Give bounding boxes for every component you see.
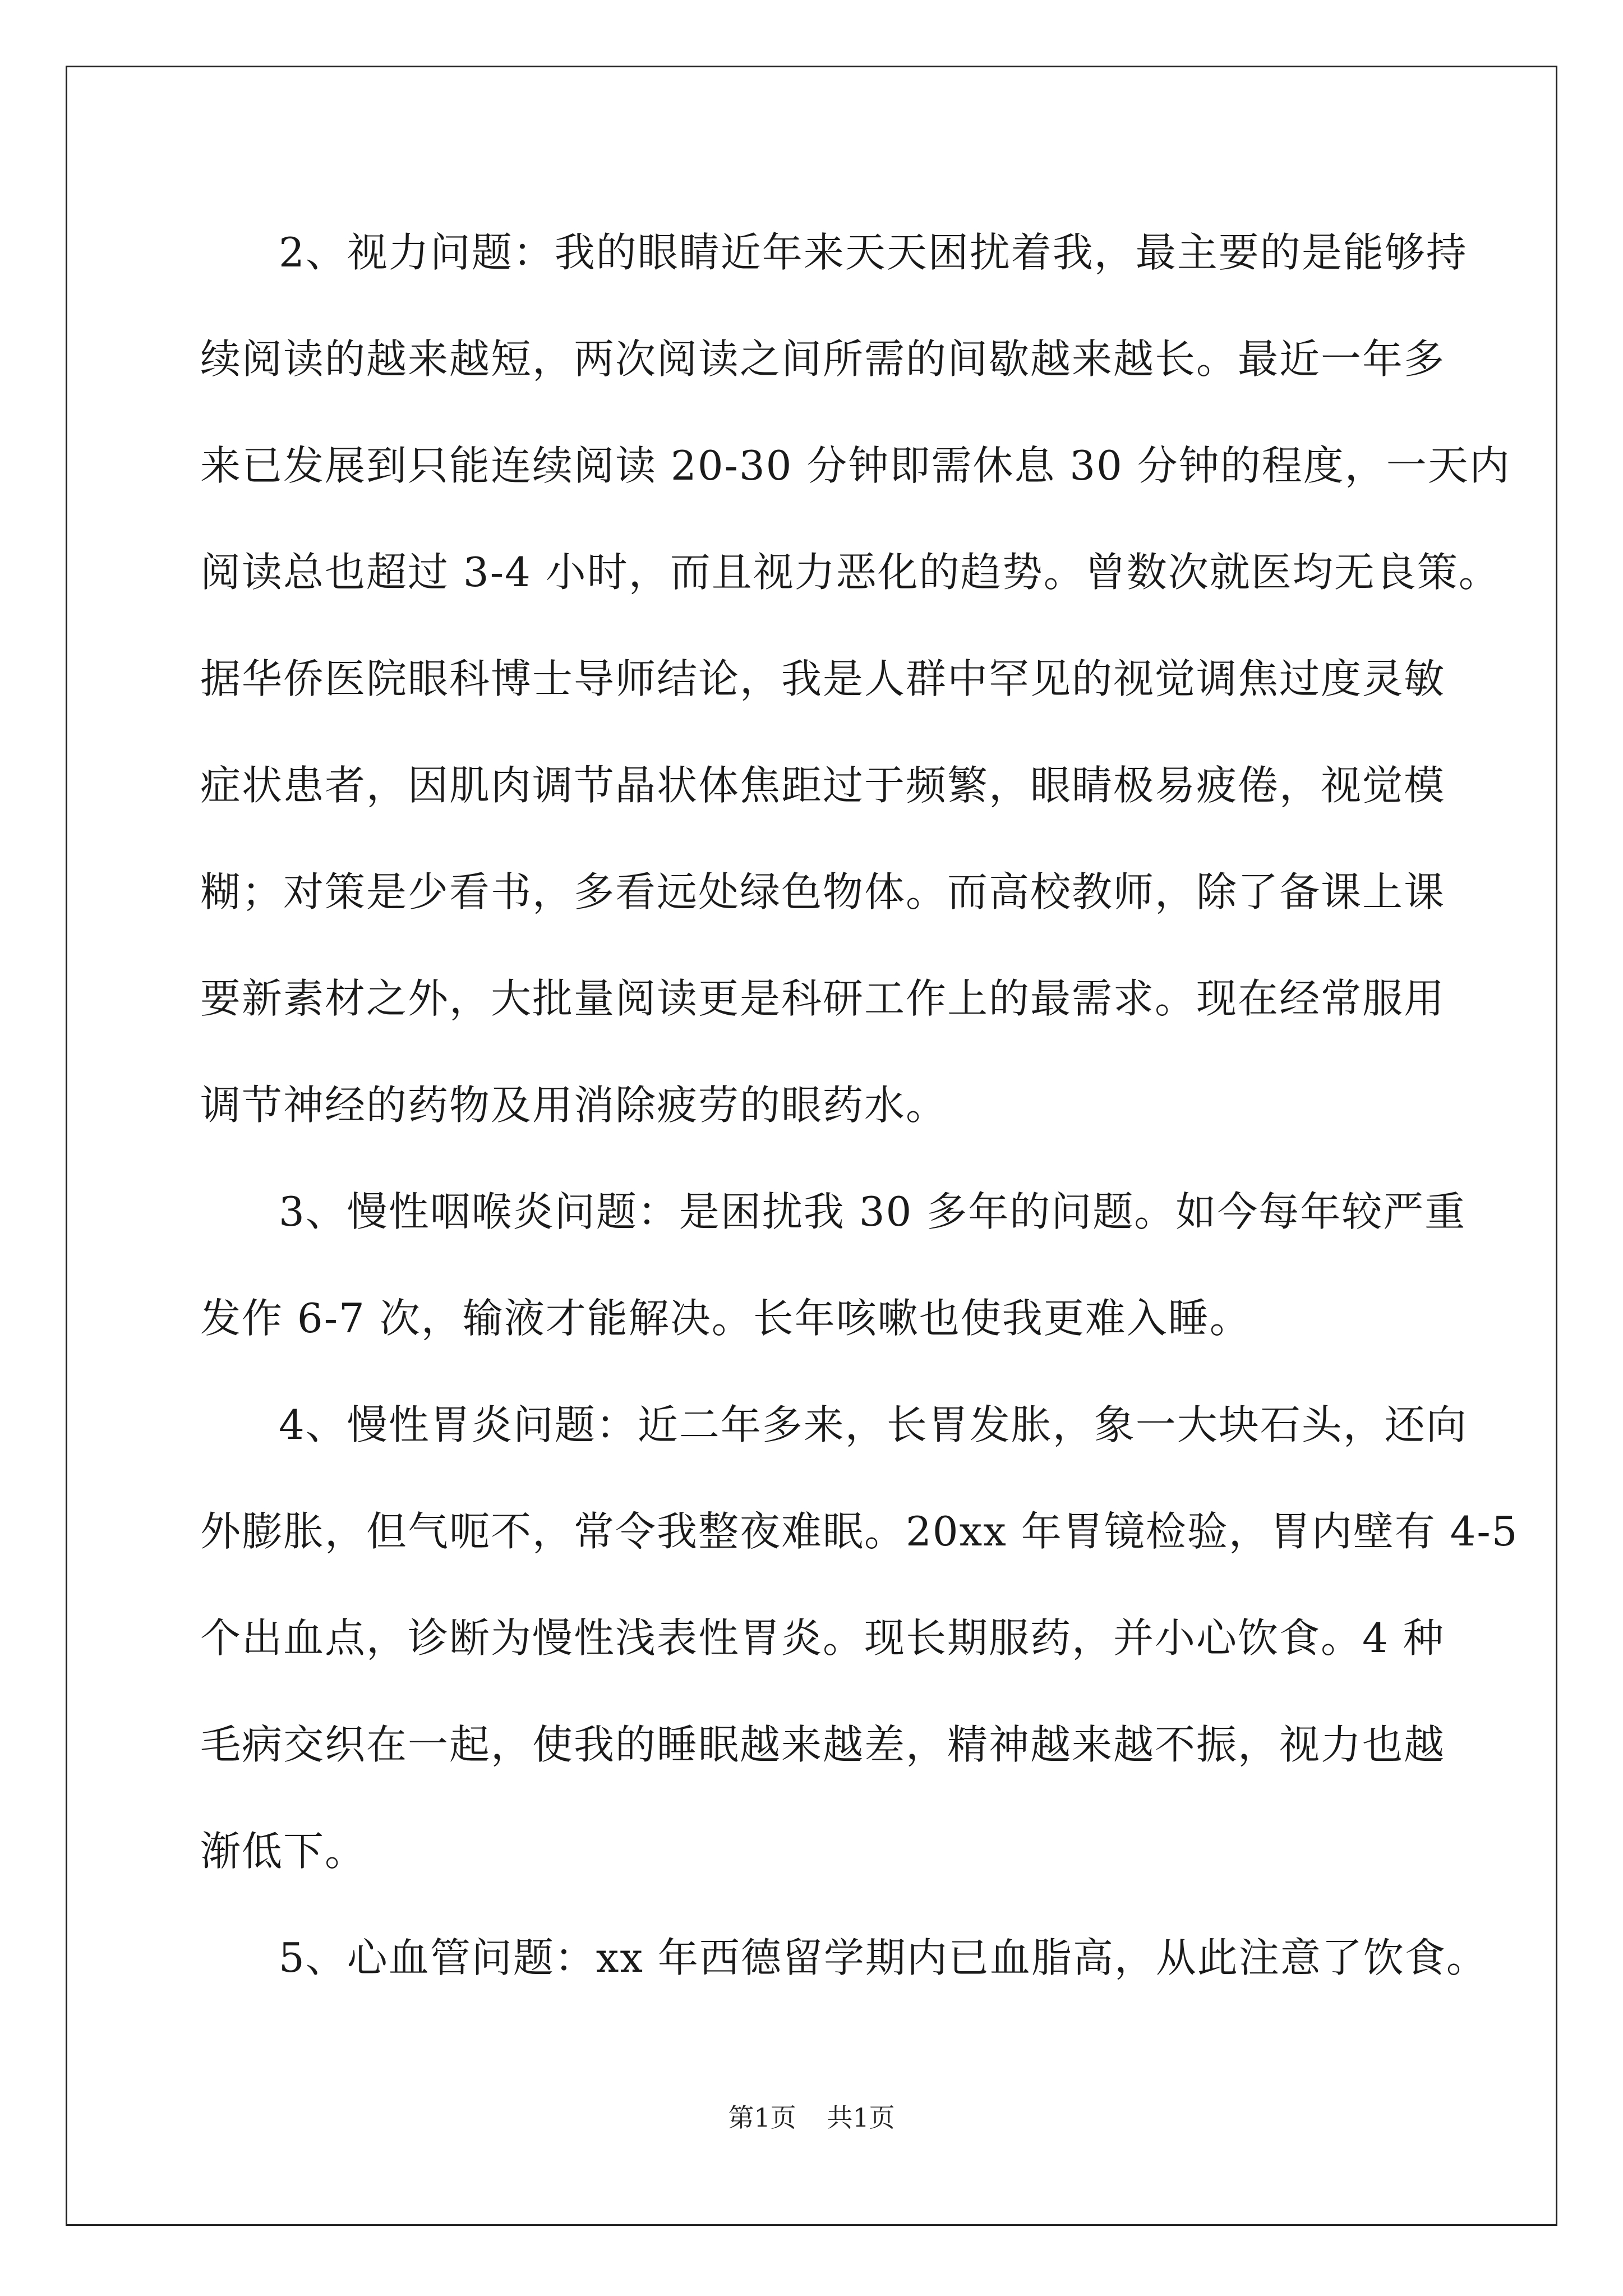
paragraph-2-line-5: 据华侨医院眼科博士导师结论，我是人群中罕见的视觉调焦过度灵敏 [200,655,1446,702]
paragraph-2-line-3: 来已发展到只能连续阅读 20-30 分钟即需休息 30 分钟的程度，一天内 [200,442,1511,489]
paragraph-4-line-5: 渐低下。 [200,1828,367,1875]
paragraph-2-line-9: 调节神经的药物及用消除疲劳的眼药水。 [200,1082,948,1129]
paragraph-4-line-1: 4、慢性胃炎问题：近二年多来，长胃发胀，象一大块石头，还向 [279,1401,1468,1448]
page-footer [0,2101,1623,2134]
paragraph-2-line-6: 症状患者，因肌肉调节晶状体焦距过于频繁，眼睛极易疲倦，视觉模 [200,762,1446,809]
paragraph-2-line-4: 阅读总也超过 3-4 小时，而且视力恶化的趋势。曾数次就医均无良策。 [200,549,1500,596]
paragraph-2-line-2: 续阅读的越来越短，两次阅读之间所需的间歇越来越长。最近一年多 [200,335,1446,383]
paragraph-3-line-2: 发作 6-7 次，输液才能解决。长年咳嗽也使我更难入睡。 [200,1295,1251,1342]
paragraph-2-line-1: 2、视力问题：我的眼睛近年来天天困扰着我，最主要的是能够持 [279,229,1468,276]
document-body [200,216,1519,2028]
paragraph-2-line-7: 糊；对策是少看书，多看远处绿色物体。而高校教师，除了备课上课 [200,868,1446,915]
paragraph-5-line-1: 5、心血管问题：xx 年西德留学期内已血脂高，从此注意了饮食。 [279,1934,1488,1981]
paragraph-4-line-4: 毛病交织在一起，使我的睡眠越来越差，精神越来越不振，视力也越 [200,1721,1446,1768]
paragraph-4-line-3: 个出血点，诊断为慢性浅表性胃炎。现长期服药，并小心饮食。4 种 [200,1614,1445,1662]
paragraph-3-line-1: 3、慢性咽喉炎问题：是困扰我 30 多年的问题。如今每年较严重 [279,1188,1467,1235]
page-number-total: 共1页 [827,2102,895,2133]
page-number-current: 第1页 [728,2102,796,2133]
paragraph-4-line-2: 外膨胀，但气呃不，常令我整夜难眠。20xx 年胃镜检验，胃内壁有 4-5 [200,1508,1519,1555]
paragraph-2-line-8: 要新素材之外，大批量阅读更是科研工作上的最需求。现在经常服用 [200,975,1446,1022]
